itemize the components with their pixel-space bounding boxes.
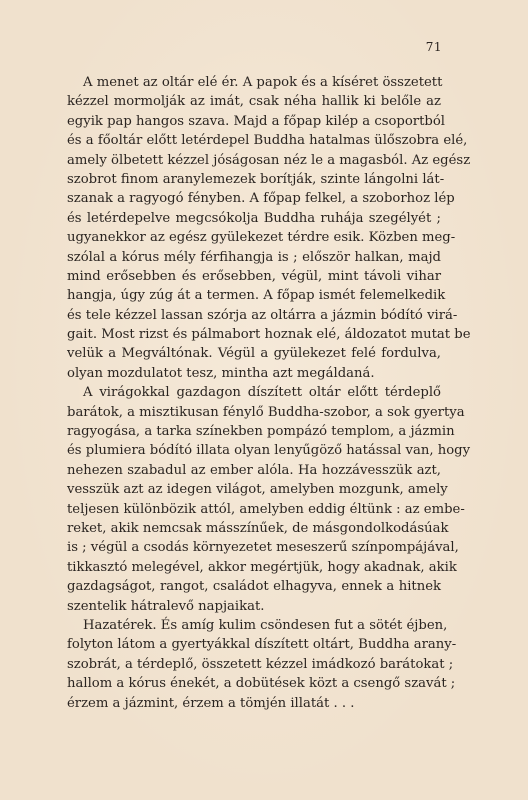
text-line: barátok, a misztikusan fénylő Buddha-szobor, a sok gyertya: [67, 404, 465, 420]
text-line: reket, akik nemcsak másszínűek, de másgondolkodásúak: [67, 520, 449, 536]
text-line: nehezen szabadul az ember alóla. Ha hozzávesszük azt,: [67, 462, 441, 478]
text-line: is ; végül a csodás környezetet meseszerű színpompájával,: [67, 540, 459, 556]
text-line: ugyanekkor az egész gyülekezet térdre esik. Közben meg-: [67, 230, 456, 246]
text-line: szentelik hátralevő napjaikat.: [67, 598, 265, 614]
text-line: szobrot finom aranylemezek borítják, szinte lángolni lát-: [67, 171, 445, 187]
text-line: velük a Megváltónak. Végül a gyülekezet felé fordulva,: [67, 346, 441, 362]
text-line: és plumiera bódító illata olyan lenyűgöző hatással van, hogy: [67, 443, 471, 459]
text-line: gait. Most rizst és pálmabort hoznak elé, áldozatot mutat be: [67, 327, 471, 343]
text-line: olyan mozdulatot tesz, mintha azt megáldaná.: [67, 365, 375, 381]
text-line: tikkasztó melegével, akkor megértjük, hogy akadnak, akik: [67, 559, 457, 575]
text-line: folyton látom a gyertyákkal díszített oltárt, Buddha arany-: [67, 637, 457, 653]
text-line: és letérdepelve megcsókolja Buddha ruhája szegélyét ;: [67, 210, 441, 226]
body-text: [67, 73, 471, 713]
text-line: vesszük azt az idegen világot, amelyben mozgunk, amely: [67, 482, 448, 498]
text-line: amely ölbetett kézzel jóságosan néz le a magasból. Az egész: [67, 152, 471, 168]
text-line: hangja, úgy zúg át a termen. A főpap ismét felemelkedik: [67, 288, 446, 304]
text-line: egyik pap hangos szava. Majd a főpap kilép a csoportból: [67, 113, 445, 129]
text-line: gazdagságot, rangot, családot elhagyva, ennek a hitnek: [67, 579, 441, 595]
paragraph: [67, 616, 457, 713]
text-line: és tele kézzel lassan szórja az oltárra a jázmin bódító virá-: [67, 307, 458, 323]
paragraph: [67, 383, 471, 616]
text-line: teljesen különbözik attól, amelyben eddig éltünk : az embe-: [67, 501, 465, 517]
text-line: Hazatérek. És amíg kulim csöndesen fut a sötét éjben,: [83, 617, 448, 633]
text-line: érzem a jázmint, érzem a tömjén illatát . . .: [67, 695, 355, 711]
text-line: A menet az oltár elé ér. A papok és a kíséret összetett: [83, 75, 443, 90]
text-line: és a főoltár előtt letérdepel Buddha hatalmas ülőszobra elé,: [67, 133, 468, 149]
text-line: szobrát, a térdeplő, összetett kézzel imádkozó barátokat ;: [67, 656, 454, 672]
text-line: szanak a ragyogó fényben. A főpap felkel, a szoborhoz lép: [67, 191, 455, 207]
text-line: szólal a kórus mély férfihangja is ; először halkan, majd: [67, 249, 441, 265]
page-number: 71: [425, 40, 442, 54]
text-line: ragyogása, a tarka színekben pompázó templom, a jázmin: [67, 424, 455, 440]
text-line: mind erősebben és erősebben, végül, mint távoli vihar: [67, 268, 441, 284]
text-line: hallom a kórus énekét, a dobütések közt a csengő szavát ;: [67, 676, 456, 692]
text-line: A virágokkal gazdagon díszített oltár előtt térdeplő: [83, 385, 441, 401]
paragraph: [67, 73, 471, 383]
text-line: kézzel mormolják az imát, csak néha hallik ki belőle az: [67, 94, 441, 110]
